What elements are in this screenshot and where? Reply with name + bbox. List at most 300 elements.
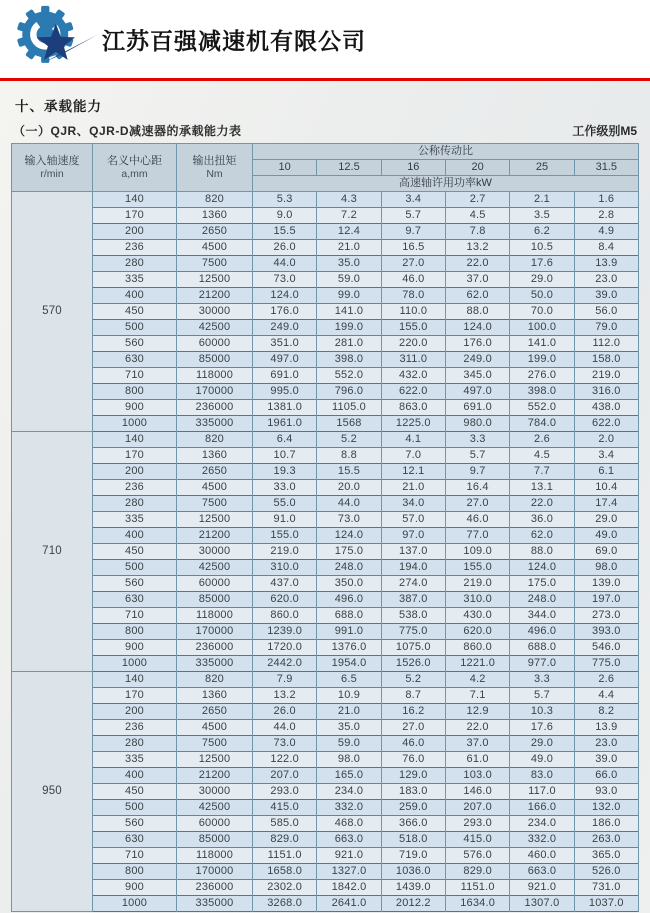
center-distance-cell: 800: [93, 624, 177, 640]
power-value-cell: 460.0: [510, 848, 574, 864]
center-distance-cell: 236: [93, 480, 177, 496]
power-value-cell: 921.0: [510, 880, 574, 896]
power-value-cell: 110.0: [381, 304, 445, 320]
power-value-cell: 103.0: [445, 768, 509, 784]
power-value-cell: 59.0: [317, 736, 381, 752]
power-value-cell: 622.0: [381, 384, 445, 400]
power-value-cell: 16.2: [381, 704, 445, 720]
power-value-cell: 129.0: [381, 768, 445, 784]
table-row: [12, 480, 639, 496]
power-value-cell: 175.0: [510, 576, 574, 592]
output-torque-cell: 42500: [177, 320, 253, 336]
power-value-cell: 688.0: [317, 608, 381, 624]
power-value-cell: 497.0: [253, 352, 317, 368]
gear-star-logo-icon: [8, 2, 100, 76]
power-value-cell: 112.0: [574, 336, 638, 352]
table-row: [12, 240, 639, 256]
power-value-cell: 98.0: [574, 560, 638, 576]
center-distance-cell: 170: [93, 688, 177, 704]
power-value-cell: 207.0: [445, 800, 509, 816]
power-value-cell: 35.0: [317, 720, 381, 736]
power-value-cell: 351.0: [253, 336, 317, 352]
power-value-cell: 7.0: [381, 448, 445, 464]
power-value-cell: 8.7: [381, 688, 445, 704]
power-value-cell: 991.0: [317, 624, 381, 640]
table-row: [12, 224, 639, 240]
center-distance-cell: 140: [93, 672, 177, 688]
table-row: [12, 320, 639, 336]
output-torque-cell: 170000: [177, 864, 253, 880]
power-value-cell: 1.6: [574, 192, 638, 208]
power-value-cell: 350.0: [317, 576, 381, 592]
output-torque-cell: 60000: [177, 336, 253, 352]
power-value-cell: 248.0: [317, 560, 381, 576]
table-header: [12, 144, 639, 192]
table-row: [12, 592, 639, 608]
header-output-torque-label: 输出扭矩: [192, 155, 237, 167]
power-value-cell: 398.0: [317, 352, 381, 368]
output-torque-cell: 4500: [177, 720, 253, 736]
power-value-cell: 2.6: [574, 672, 638, 688]
power-value-cell: 276.0: [510, 368, 574, 384]
power-value-cell: 1954.0: [317, 656, 381, 672]
power-value-cell: 44.0: [253, 256, 317, 272]
power-value-cell: 70.0: [510, 304, 574, 320]
power-value-cell: 4.3: [317, 192, 381, 208]
power-value-cell: 249.0: [253, 320, 317, 336]
header-input-speed-unit: r/min: [40, 167, 64, 180]
power-value-cell: 2.1: [510, 192, 574, 208]
capacity-table: [11, 143, 639, 912]
power-value-cell: 155.0: [253, 528, 317, 544]
power-value-cell: 73.0: [317, 512, 381, 528]
output-torque-cell: 60000: [177, 816, 253, 832]
power-value-cell: 55.0: [253, 496, 317, 512]
power-value-cell: 13.2: [445, 240, 509, 256]
power-value-cell: 13.1: [510, 480, 574, 496]
power-value-cell: 398.0: [510, 384, 574, 400]
power-value-cell: 1842.0: [317, 880, 381, 896]
power-value-cell: 22.0: [510, 496, 574, 512]
power-value-cell: 155.0: [445, 560, 509, 576]
center-distance-cell: 140: [93, 192, 177, 208]
power-value-cell: 166.0: [510, 800, 574, 816]
power-value-cell: 259.0: [381, 800, 445, 816]
power-value-cell: 829.0: [445, 864, 509, 880]
center-distance-cell: 1000: [93, 896, 177, 912]
power-value-cell: 274.0: [381, 576, 445, 592]
table-row: [12, 624, 639, 640]
header-ratio-group: 公称传动比: [253, 144, 639, 160]
power-value-cell: 57.0: [381, 512, 445, 528]
power-value-cell: 2.0: [574, 432, 638, 448]
output-torque-cell: 170000: [177, 624, 253, 640]
input-speed-cell: 950: [12, 672, 93, 912]
output-torque-cell: 335000: [177, 896, 253, 912]
power-value-cell: 438.0: [574, 400, 638, 416]
power-value-cell: 10.3: [510, 704, 574, 720]
center-distance-cell: 1000: [93, 656, 177, 672]
center-distance-cell: 800: [93, 864, 177, 880]
power-value-cell: 207.0: [253, 768, 317, 784]
power-value-cell: 13.2: [253, 688, 317, 704]
power-value-cell: 1526.0: [381, 656, 445, 672]
power-value-cell: 311.0: [381, 352, 445, 368]
power-value-cell: 16.5: [381, 240, 445, 256]
power-value-cell: 3.3: [510, 672, 574, 688]
power-value-cell: 219.0: [253, 544, 317, 560]
power-value-cell: 6.5: [317, 672, 381, 688]
table-row: [12, 736, 639, 752]
power-value-cell: 497.0: [445, 384, 509, 400]
table-row: [12, 880, 639, 896]
power-value-cell: 66.0: [574, 768, 638, 784]
center-distance-cell: 400: [93, 768, 177, 784]
power-value-cell: 775.0: [381, 624, 445, 640]
center-distance-cell: 200: [93, 464, 177, 480]
center-distance-cell: 630: [93, 352, 177, 368]
power-value-cell: 496.0: [317, 592, 381, 608]
power-value-cell: 1720.0: [253, 640, 317, 656]
center-distance-cell: 170: [93, 208, 177, 224]
power-value-cell: 15.5: [317, 464, 381, 480]
power-value-cell: 293.0: [445, 816, 509, 832]
output-torque-cell: 820: [177, 192, 253, 208]
table-row: [12, 800, 639, 816]
power-value-cell: 2012.2: [381, 896, 445, 912]
center-distance-cell: 900: [93, 880, 177, 896]
power-value-cell: 2.7: [445, 192, 509, 208]
header-ratio-16: 16: [381, 160, 445, 176]
output-torque-cell: 236000: [177, 880, 253, 896]
power-value-cell: 5.7: [510, 688, 574, 704]
power-value-cell: 430.0: [445, 608, 509, 624]
center-distance-cell: 560: [93, 576, 177, 592]
table-row: [12, 400, 639, 416]
company-logo: [8, 2, 100, 76]
power-value-cell: 7.2: [317, 208, 381, 224]
power-value-cell: 44.0: [253, 720, 317, 736]
power-value-cell: 249.0: [445, 352, 509, 368]
power-value-cell: 124.0: [317, 528, 381, 544]
power-value-cell: 12.9: [445, 704, 509, 720]
power-value-cell: 4.5: [510, 448, 574, 464]
output-torque-cell: 12500: [177, 512, 253, 528]
center-distance-cell: 710: [93, 608, 177, 624]
output-torque-cell: 21200: [177, 288, 253, 304]
header-center-distance: [93, 144, 177, 192]
power-value-cell: 2.8: [574, 208, 638, 224]
power-value-cell: 21.0: [317, 240, 381, 256]
center-distance-cell: 560: [93, 816, 177, 832]
power-value-cell: 1037.0: [574, 896, 638, 912]
table-row: [12, 720, 639, 736]
center-distance-cell: 900: [93, 400, 177, 416]
table-row: [12, 544, 639, 560]
power-value-cell: 293.0: [253, 784, 317, 800]
output-torque-cell: 85000: [177, 832, 253, 848]
power-value-cell: 415.0: [445, 832, 509, 848]
power-value-cell: 688.0: [510, 640, 574, 656]
power-value-cell: 1568: [317, 416, 381, 432]
output-torque-cell: 42500: [177, 800, 253, 816]
power-value-cell: 2.6: [510, 432, 574, 448]
center-distance-cell: 800: [93, 384, 177, 400]
center-distance-cell: 335: [93, 272, 177, 288]
power-value-cell: 61.0: [445, 752, 509, 768]
power-value-cell: 88.0: [510, 544, 574, 560]
table-row: [12, 560, 639, 576]
power-value-cell: 29.0: [574, 512, 638, 528]
power-value-cell: 691.0: [445, 400, 509, 416]
header-ratio-25: 25: [510, 160, 574, 176]
power-value-cell: 234.0: [510, 816, 574, 832]
power-value-cell: 2641.0: [317, 896, 381, 912]
power-value-cell: 663.0: [317, 832, 381, 848]
power-value-cell: 7.9: [253, 672, 317, 688]
power-value-cell: 860.0: [253, 608, 317, 624]
output-torque-cell: 4500: [177, 240, 253, 256]
power-value-cell: 6.2: [510, 224, 574, 240]
power-value-cell: 219.0: [574, 368, 638, 384]
power-value-cell: 39.0: [574, 288, 638, 304]
power-value-cell: 22.0: [445, 720, 509, 736]
power-value-cell: 387.0: [381, 592, 445, 608]
center-distance-cell: 335: [93, 512, 177, 528]
header-input-speed-label: 输入轴速度: [24, 155, 80, 167]
power-value-cell: 7.8: [445, 224, 509, 240]
power-value-cell: 344.0: [510, 608, 574, 624]
power-value-cell: 27.0: [381, 256, 445, 272]
power-value-cell: 132.0: [574, 800, 638, 816]
output-torque-cell: 7500: [177, 256, 253, 272]
table-row: [12, 336, 639, 352]
input-speed-cell: 710: [12, 432, 93, 672]
power-value-cell: 23.0: [574, 736, 638, 752]
power-value-cell: 310.0: [253, 560, 317, 576]
power-value-cell: 29.0: [510, 272, 574, 288]
power-value-cell: 97.0: [381, 528, 445, 544]
table-row: [12, 192, 639, 208]
power-value-cell: 863.0: [381, 400, 445, 416]
power-value-cell: 37.0: [445, 736, 509, 752]
table-row: [12, 496, 639, 512]
table-row: [12, 896, 639, 912]
header-ratio-12-5: 12.5: [317, 160, 381, 176]
power-value-cell: 19.3: [253, 464, 317, 480]
output-torque-cell: 170000: [177, 384, 253, 400]
table-row: [12, 784, 639, 800]
power-value-cell: 79.0: [574, 320, 638, 336]
power-value-cell: 366.0: [381, 816, 445, 832]
power-value-cell: 39.0: [574, 752, 638, 768]
power-value-cell: 552.0: [510, 400, 574, 416]
power-value-cell: 3268.0: [253, 896, 317, 912]
power-value-cell: 183.0: [381, 784, 445, 800]
table-row: [12, 464, 639, 480]
header-output-torque-unit: Nm: [206, 167, 223, 180]
power-value-cell: 36.0: [510, 512, 574, 528]
power-value-cell: 3.5: [510, 208, 574, 224]
output-torque-cell: 30000: [177, 784, 253, 800]
power-value-cell: 27.0: [445, 496, 509, 512]
power-value-cell: 2302.0: [253, 880, 317, 896]
power-value-cell: 332.0: [510, 832, 574, 848]
center-distance-cell: 500: [93, 560, 177, 576]
power-value-cell: 1239.0: [253, 624, 317, 640]
power-value-cell: 1307.0: [510, 896, 574, 912]
power-value-cell: 73.0: [253, 272, 317, 288]
table-row: [12, 256, 639, 272]
power-value-cell: 124.0: [253, 288, 317, 304]
output-torque-cell: 1360: [177, 448, 253, 464]
power-value-cell: 9.0: [253, 208, 317, 224]
power-value-cell: 5.3: [253, 192, 317, 208]
power-value-cell: 273.0: [574, 608, 638, 624]
power-value-cell: 26.0: [253, 240, 317, 256]
power-value-cell: 46.0: [381, 272, 445, 288]
header-ratio-20: 20: [445, 160, 509, 176]
power-value-cell: 1075.0: [381, 640, 445, 656]
power-value-cell: 281.0: [317, 336, 381, 352]
table-row: [12, 432, 639, 448]
power-value-cell: 122.0: [253, 752, 317, 768]
power-value-cell: 29.0: [510, 736, 574, 752]
power-value-cell: 49.0: [574, 528, 638, 544]
power-value-cell: 49.0: [510, 752, 574, 768]
center-distance-cell: 200: [93, 704, 177, 720]
output-torque-cell: 118000: [177, 848, 253, 864]
center-distance-cell: 400: [93, 288, 177, 304]
table-row: [12, 672, 639, 688]
table-row: [12, 656, 639, 672]
power-value-cell: 21.0: [381, 480, 445, 496]
table-body: [12, 192, 639, 912]
power-value-cell: 50.0: [510, 288, 574, 304]
power-value-cell: 415.0: [253, 800, 317, 816]
power-value-cell: 432.0: [381, 368, 445, 384]
power-value-cell: 199.0: [317, 320, 381, 336]
power-value-cell: 109.0: [445, 544, 509, 560]
power-value-cell: 538.0: [381, 608, 445, 624]
power-value-cell: 117.0: [510, 784, 574, 800]
power-value-cell: 1151.0: [253, 848, 317, 864]
power-value-cell: 1151.0: [445, 880, 509, 896]
power-value-cell: 4.2: [445, 672, 509, 688]
power-value-cell: 15.5: [253, 224, 317, 240]
power-value-cell: 141.0: [317, 304, 381, 320]
power-value-cell: 248.0: [510, 592, 574, 608]
output-torque-cell: 60000: [177, 576, 253, 592]
power-value-cell: 2442.0: [253, 656, 317, 672]
power-value-cell: 1658.0: [253, 864, 317, 880]
power-value-cell: 775.0: [574, 656, 638, 672]
center-distance-cell: 200: [93, 224, 177, 240]
power-value-cell: 8.4: [574, 240, 638, 256]
center-distance-cell: 710: [93, 848, 177, 864]
power-value-cell: 585.0: [253, 816, 317, 832]
center-distance-cell: 280: [93, 496, 177, 512]
power-value-cell: 124.0: [445, 320, 509, 336]
center-distance-cell: 450: [93, 784, 177, 800]
power-value-cell: 26.0: [253, 704, 317, 720]
power-value-cell: 4.4: [574, 688, 638, 704]
header-input-speed: [12, 144, 93, 192]
power-value-cell: 3.3: [445, 432, 509, 448]
power-value-cell: 20.0: [317, 480, 381, 496]
power-value-cell: 34.0: [381, 496, 445, 512]
power-value-cell: 1376.0: [317, 640, 381, 656]
power-value-cell: 10.5: [510, 240, 574, 256]
page-content: [0, 81, 650, 913]
power-value-cell: 546.0: [574, 640, 638, 656]
company-name: 江苏百强减速机有限公司: [102, 27, 366, 54]
power-value-cell: 13.9: [574, 720, 638, 736]
power-value-cell: 7.7: [510, 464, 574, 480]
power-value-cell: 5.2: [317, 432, 381, 448]
power-value-cell: 1225.0: [381, 416, 445, 432]
power-value-cell: 88.0: [445, 304, 509, 320]
table-row: [12, 512, 639, 528]
power-value-cell: 437.0: [253, 576, 317, 592]
output-torque-cell: 118000: [177, 608, 253, 624]
power-value-cell: 176.0: [445, 336, 509, 352]
power-value-cell: 8.8: [317, 448, 381, 464]
power-value-cell: 310.0: [445, 592, 509, 608]
table-row: [12, 448, 639, 464]
power-value-cell: 1381.0: [253, 400, 317, 416]
center-distance-cell: 400: [93, 528, 177, 544]
power-value-cell: 829.0: [253, 832, 317, 848]
output-torque-cell: 236000: [177, 400, 253, 416]
power-value-cell: 3.4: [574, 448, 638, 464]
power-value-cell: 98.0: [317, 752, 381, 768]
table-row: [12, 832, 639, 848]
power-value-cell: 731.0: [574, 880, 638, 896]
power-value-cell: 23.0: [574, 272, 638, 288]
power-value-cell: 100.0: [510, 320, 574, 336]
table-row: [12, 864, 639, 880]
center-distance-cell: 140: [93, 432, 177, 448]
power-value-cell: 69.0: [574, 544, 638, 560]
power-value-cell: 33.0: [253, 480, 317, 496]
table-row: [12, 416, 639, 432]
output-torque-cell: 85000: [177, 352, 253, 368]
power-value-cell: 56.0: [574, 304, 638, 320]
power-value-cell: 9.7: [381, 224, 445, 240]
table-row: [12, 528, 639, 544]
output-torque-cell: 7500: [177, 736, 253, 752]
power-value-cell: 175.0: [317, 544, 381, 560]
table-row: [12, 768, 639, 784]
output-torque-cell: 1360: [177, 208, 253, 224]
power-value-cell: 6.1: [574, 464, 638, 480]
power-value-cell: 76.0: [381, 752, 445, 768]
power-value-cell: 220.0: [381, 336, 445, 352]
power-value-cell: 1221.0: [445, 656, 509, 672]
power-value-cell: 62.0: [510, 528, 574, 544]
table-row: [12, 816, 639, 832]
power-value-cell: 1634.0: [445, 896, 509, 912]
power-value-cell: 93.0: [574, 784, 638, 800]
power-value-cell: 12.1: [381, 464, 445, 480]
table-subtitle: （一）QJR、QJR-D减速器的承载能力表: [13, 124, 242, 138]
power-value-cell: 5.7: [381, 208, 445, 224]
output-torque-cell: 4500: [177, 480, 253, 496]
power-value-cell: 1439.0: [381, 880, 445, 896]
center-distance-cell: 630: [93, 592, 177, 608]
header-center-distance-label: 名义中心距: [107, 155, 162, 167]
